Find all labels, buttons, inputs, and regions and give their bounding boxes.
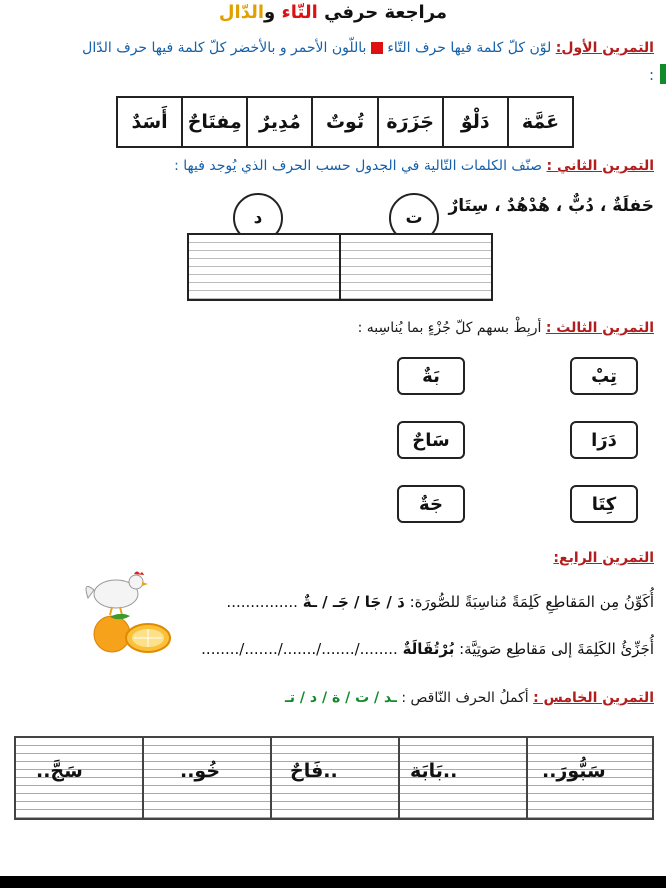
ex5-letters: ـد / ت / ة / د / تـ (285, 690, 397, 706)
ex4-line2-text: أُجَزِّئُ الكَلِمَةَ إلى مَقاطِع صَوتِيَّة: (459, 640, 654, 658)
divider (14, 738, 16, 818)
left-part-1[interactable]: بَةٌ (397, 357, 465, 395)
ex1-instruction-b: باللّون الأحمر (291, 40, 367, 56)
green-marker-icon (660, 64, 666, 84)
word-cell[interactable]: مُدِيرٌ (246, 98, 311, 146)
bottom-bar (0, 876, 666, 888)
circle-dal: د (233, 193, 283, 243)
sort-table (187, 233, 493, 301)
red-marker-icon (371, 42, 383, 54)
ex1-word-grid (116, 96, 574, 148)
ex5-word-4[interactable]: خُو.. (180, 760, 221, 782)
right-part-3[interactable]: كِتَا (570, 485, 638, 523)
word-cell[interactable]: جَزَرَة (377, 98, 442, 146)
ex3-heading (358, 320, 654, 336)
divider (526, 738, 528, 818)
ex4-line2-word: بُرْتُقَالَةٌ (402, 640, 455, 658)
ex2-word-list: حَفلَةٌ ، دُبٌّ ، هُدْهُدٌ ، سِتَارٌ (448, 196, 654, 216)
chicken-icon (80, 568, 152, 616)
page-title (0, 2, 666, 23)
ex2-heading (174, 158, 654, 174)
sort-column-taa[interactable] (341, 235, 491, 299)
ex4-line1-syllables: دَ / جَا / جَـ / ـةٌ (302, 593, 405, 611)
word-cell[interactable]: عَمَّة (507, 98, 572, 146)
circle-taa: ت (389, 193, 439, 243)
divider (270, 738, 272, 818)
ex4-label: التمرين الرابع: (553, 550, 654, 566)
word-cell[interactable]: مِفتَاحٌ (181, 98, 246, 146)
sort-column-dal[interactable] (189, 235, 341, 299)
title-prefix: مراجعة حرفي (324, 2, 448, 23)
ex1-colon: : (648, 66, 654, 84)
ex3-instruction: أربِطْ بسهم كلّ جُزْءٍ بما يُناسِبه : (357, 320, 542, 336)
ex1-label: التمرين الأول: (555, 40, 654, 56)
ex5-label: التمرين الخامس : (533, 690, 654, 706)
title-taa: التّاء (281, 2, 318, 23)
title-and: و (264, 2, 276, 23)
right-part-1[interactable]: تِبْ (570, 357, 638, 395)
divider (398, 738, 400, 818)
ex5-instruction: أكملُ الحرف النّاقص : (401, 690, 529, 706)
ex5-word-3[interactable]: ..فَاحٌ (290, 760, 338, 782)
word-cell[interactable]: أَسَدٌ (131, 111, 168, 133)
ex2-instruction: صنّف الكلمات التّالية في الجدول حسب الحرف الذي يُوجد فيها : (174, 158, 543, 174)
ex4-line2 (201, 640, 654, 658)
ex4-line2-blank[interactable]: ......../......./......./......./........ (201, 640, 398, 658)
ex3-label: التمرين الثالث : (545, 320, 654, 336)
ex5-word-1[interactable]: سَبُّورَ.. (542, 760, 606, 782)
divider (142, 738, 144, 818)
divider (652, 738, 654, 818)
left-part-3[interactable]: جَةٌ (397, 485, 465, 523)
ex4-line1-text: أُكَوِّنُ مِن المَقاطِعِ كَلِمَةً مُناسِبَةً للصُّورَة: (409, 593, 654, 611)
right-part-2[interactable]: دَرَا (570, 421, 638, 459)
ex1-instruction-a: لوّن كلّ كلمة فيها حرف التّاء (387, 40, 552, 56)
word-cell[interactable]: تُوتٌ (311, 98, 376, 146)
left-part-2[interactable]: سَاحٌ (397, 421, 465, 459)
ex5-word-2[interactable]: ..بَابَة (410, 760, 458, 782)
ex1-instruction-c: و (279, 40, 287, 56)
word-cell[interactable]: دَلْوٌ (442, 98, 507, 146)
ex1-instruction-d: بالأخضر (230, 40, 276, 56)
ex5-heading (285, 690, 654, 706)
ex4-line1 (226, 593, 654, 611)
title-dal: الدّال (218, 2, 265, 23)
ex4-line1-blank[interactable]: ............... (226, 593, 298, 611)
ex2-label: التمرين الثاني : (546, 158, 654, 174)
ex1-instruction-e: كلّ كلمة فيها حرف الدّال (82, 40, 227, 56)
orange-icon (82, 614, 178, 654)
ex4-heading (553, 550, 654, 566)
ex1-heading (82, 40, 654, 56)
ex5-word-5[interactable]: سَجَّ.. (36, 760, 83, 782)
